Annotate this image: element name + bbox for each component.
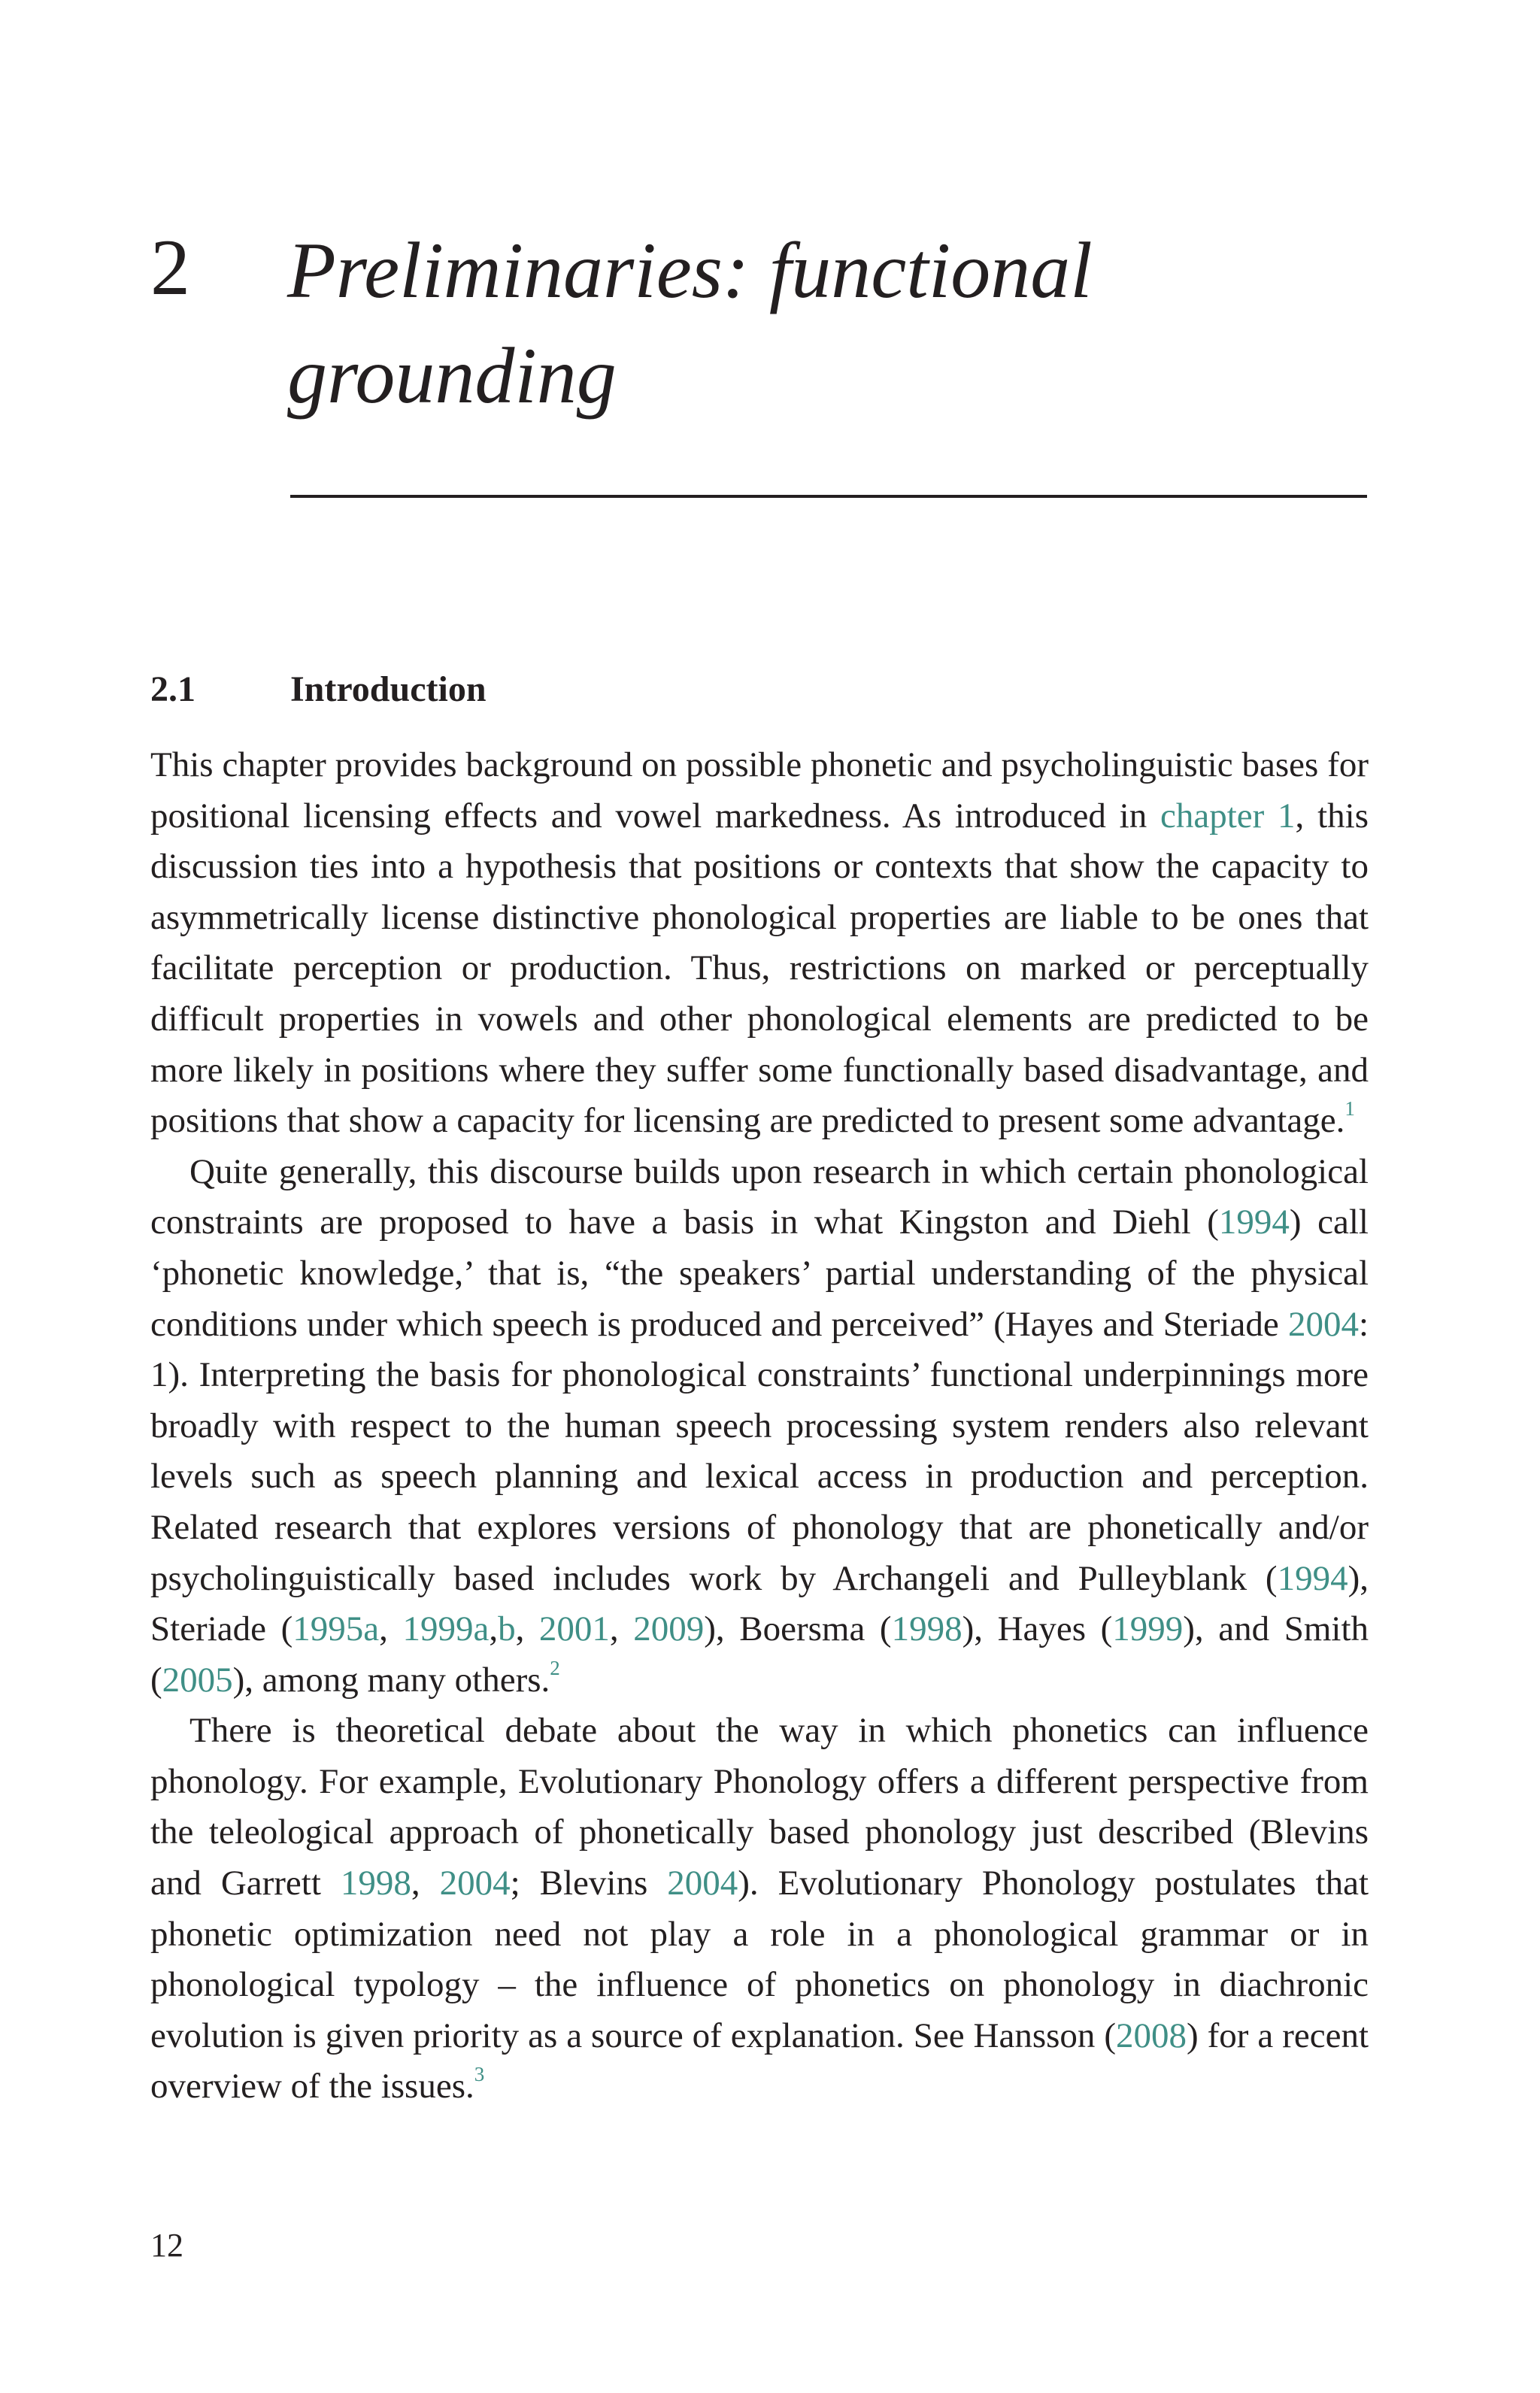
citation-link[interactable]: 2005 [162,1660,233,1700]
chapter-link[interactable]: chapter 1 [1160,796,1296,836]
text-run: : 1). Interpreting the basis for phonological constraints’ functional underpinnings more broadly with respect to the human speech processing system renders also relevant levels such as speech planning and lexical access in production and perception. Related research that explores versions of phonology that are phonetically and/or psycholinguistically based includes work by Archangeli and Pulleyblank ( [150,1304,1369,1598]
text-run: ) for a recent overview of the issues. [150,2015,1369,2106]
citation-link[interactable]: 1999a [402,1609,490,1649]
chapter-number: 2 [150,223,190,311]
citation-link[interactable]: 2004 [667,1864,738,1903]
paragraph-3 [150,1706,1369,2112]
footnote-marker[interactable]: 3 [474,2063,485,2086]
page-number: 12 [150,2227,183,2264]
citation-link[interactable]: 2009 [633,1609,705,1649]
citation-link[interactable]: 2004 [439,1864,511,1903]
text-run: , [379,1609,403,1649]
citation-link[interactable]: 1995a [293,1609,380,1649]
chapter-title [287,218,1265,429]
footnote-marker[interactable]: 1 [1344,1097,1355,1121]
text-run: Quite generally, this discourse builds upon research in which certain phonological constraints are proposed to have a basis in what Kingston and Diehl ( [150,1151,1369,1242]
text-run: ), Steriade ( [150,1558,1369,1649]
chapter-title-line1: Preliminaries: functional [287,226,1093,314]
footnote-marker[interactable]: 2 [550,1656,560,1679]
text-run: , [489,1609,499,1649]
text-run: ), among many others. [232,1660,550,1700]
body-text [150,740,1369,2112]
paragraph-2 [150,1147,1369,1706]
text-run: ; Blevins [510,1864,668,1903]
paragraph-1 [150,740,1369,1147]
citation-link[interactable]: 1998 [340,1864,411,1903]
citation-link[interactable]: 1994 [1218,1203,1290,1242]
text-run: ), Hayes ( [962,1609,1113,1649]
text-run: , [609,1609,634,1649]
citation-link[interactable]: 1999 [1112,1609,1184,1649]
text-run: , [515,1609,539,1649]
text-run: , this discussion ties into a hypothesis that positions or contexts that show the capacity to asymmetrically license distinctive phonological properties are liable to be ones that facilitate perception or production. Thus, restrictions on marked or perceptually difficult properties in vowels and other phonological elements are predicted to be more likely in positions where they suffer some functionally based disadvantage, and positions that show a capacity for licensing are predicted to present some advantage. [150,796,1369,1141]
text-run: , [411,1864,440,1903]
text-run: This chapter provides background on possible phonetic and psycholinguistic bases for positional licensing effects and vowel markedness. As introduced in [150,745,1369,836]
citation-link[interactable]: 2008 [1116,2015,1187,2055]
text-run: ). Evolutionary Phonology postulates that phonetic optimization need not play a role in a phonological grammar or in phonological typology – the influence of phonetics on phonology in diachronic evolution is given priority as a source of explanation. See Hansson ( [150,1864,1369,2055]
text-run: ) call ‘phonetic knowledge,’ that is, “the speakers’ partial understanding of the physical conditions under which speech is produced and perceived” (Hayes and Steriade [150,1203,1369,1344]
citation-link[interactable]: 2004 [1287,1304,1359,1344]
text-run: ), and Smith ( [150,1609,1369,1700]
citation-link[interactable]: 1994 [1277,1558,1348,1598]
citation-link[interactable]: b [498,1609,516,1649]
citation-link[interactable]: 1998 [891,1609,962,1649]
section-number: 2.1 [150,669,196,709]
citation-link[interactable]: 2001 [538,1609,610,1649]
section-heading [150,666,487,713]
text-run: There is theoretical debate about the way in which phonetics can influence phonology. For example, Evolutionary Phonology offers a different perspective from the teleological approach of phonetically based phonology just described (Blevins and Garrett [150,1711,1369,1903]
chapter-title-rule [290,495,1367,498]
chapter-title-line2: grounding [287,332,617,420]
text-run: ), Boersma ( [704,1609,892,1649]
section-title: Introduction [290,669,487,709]
